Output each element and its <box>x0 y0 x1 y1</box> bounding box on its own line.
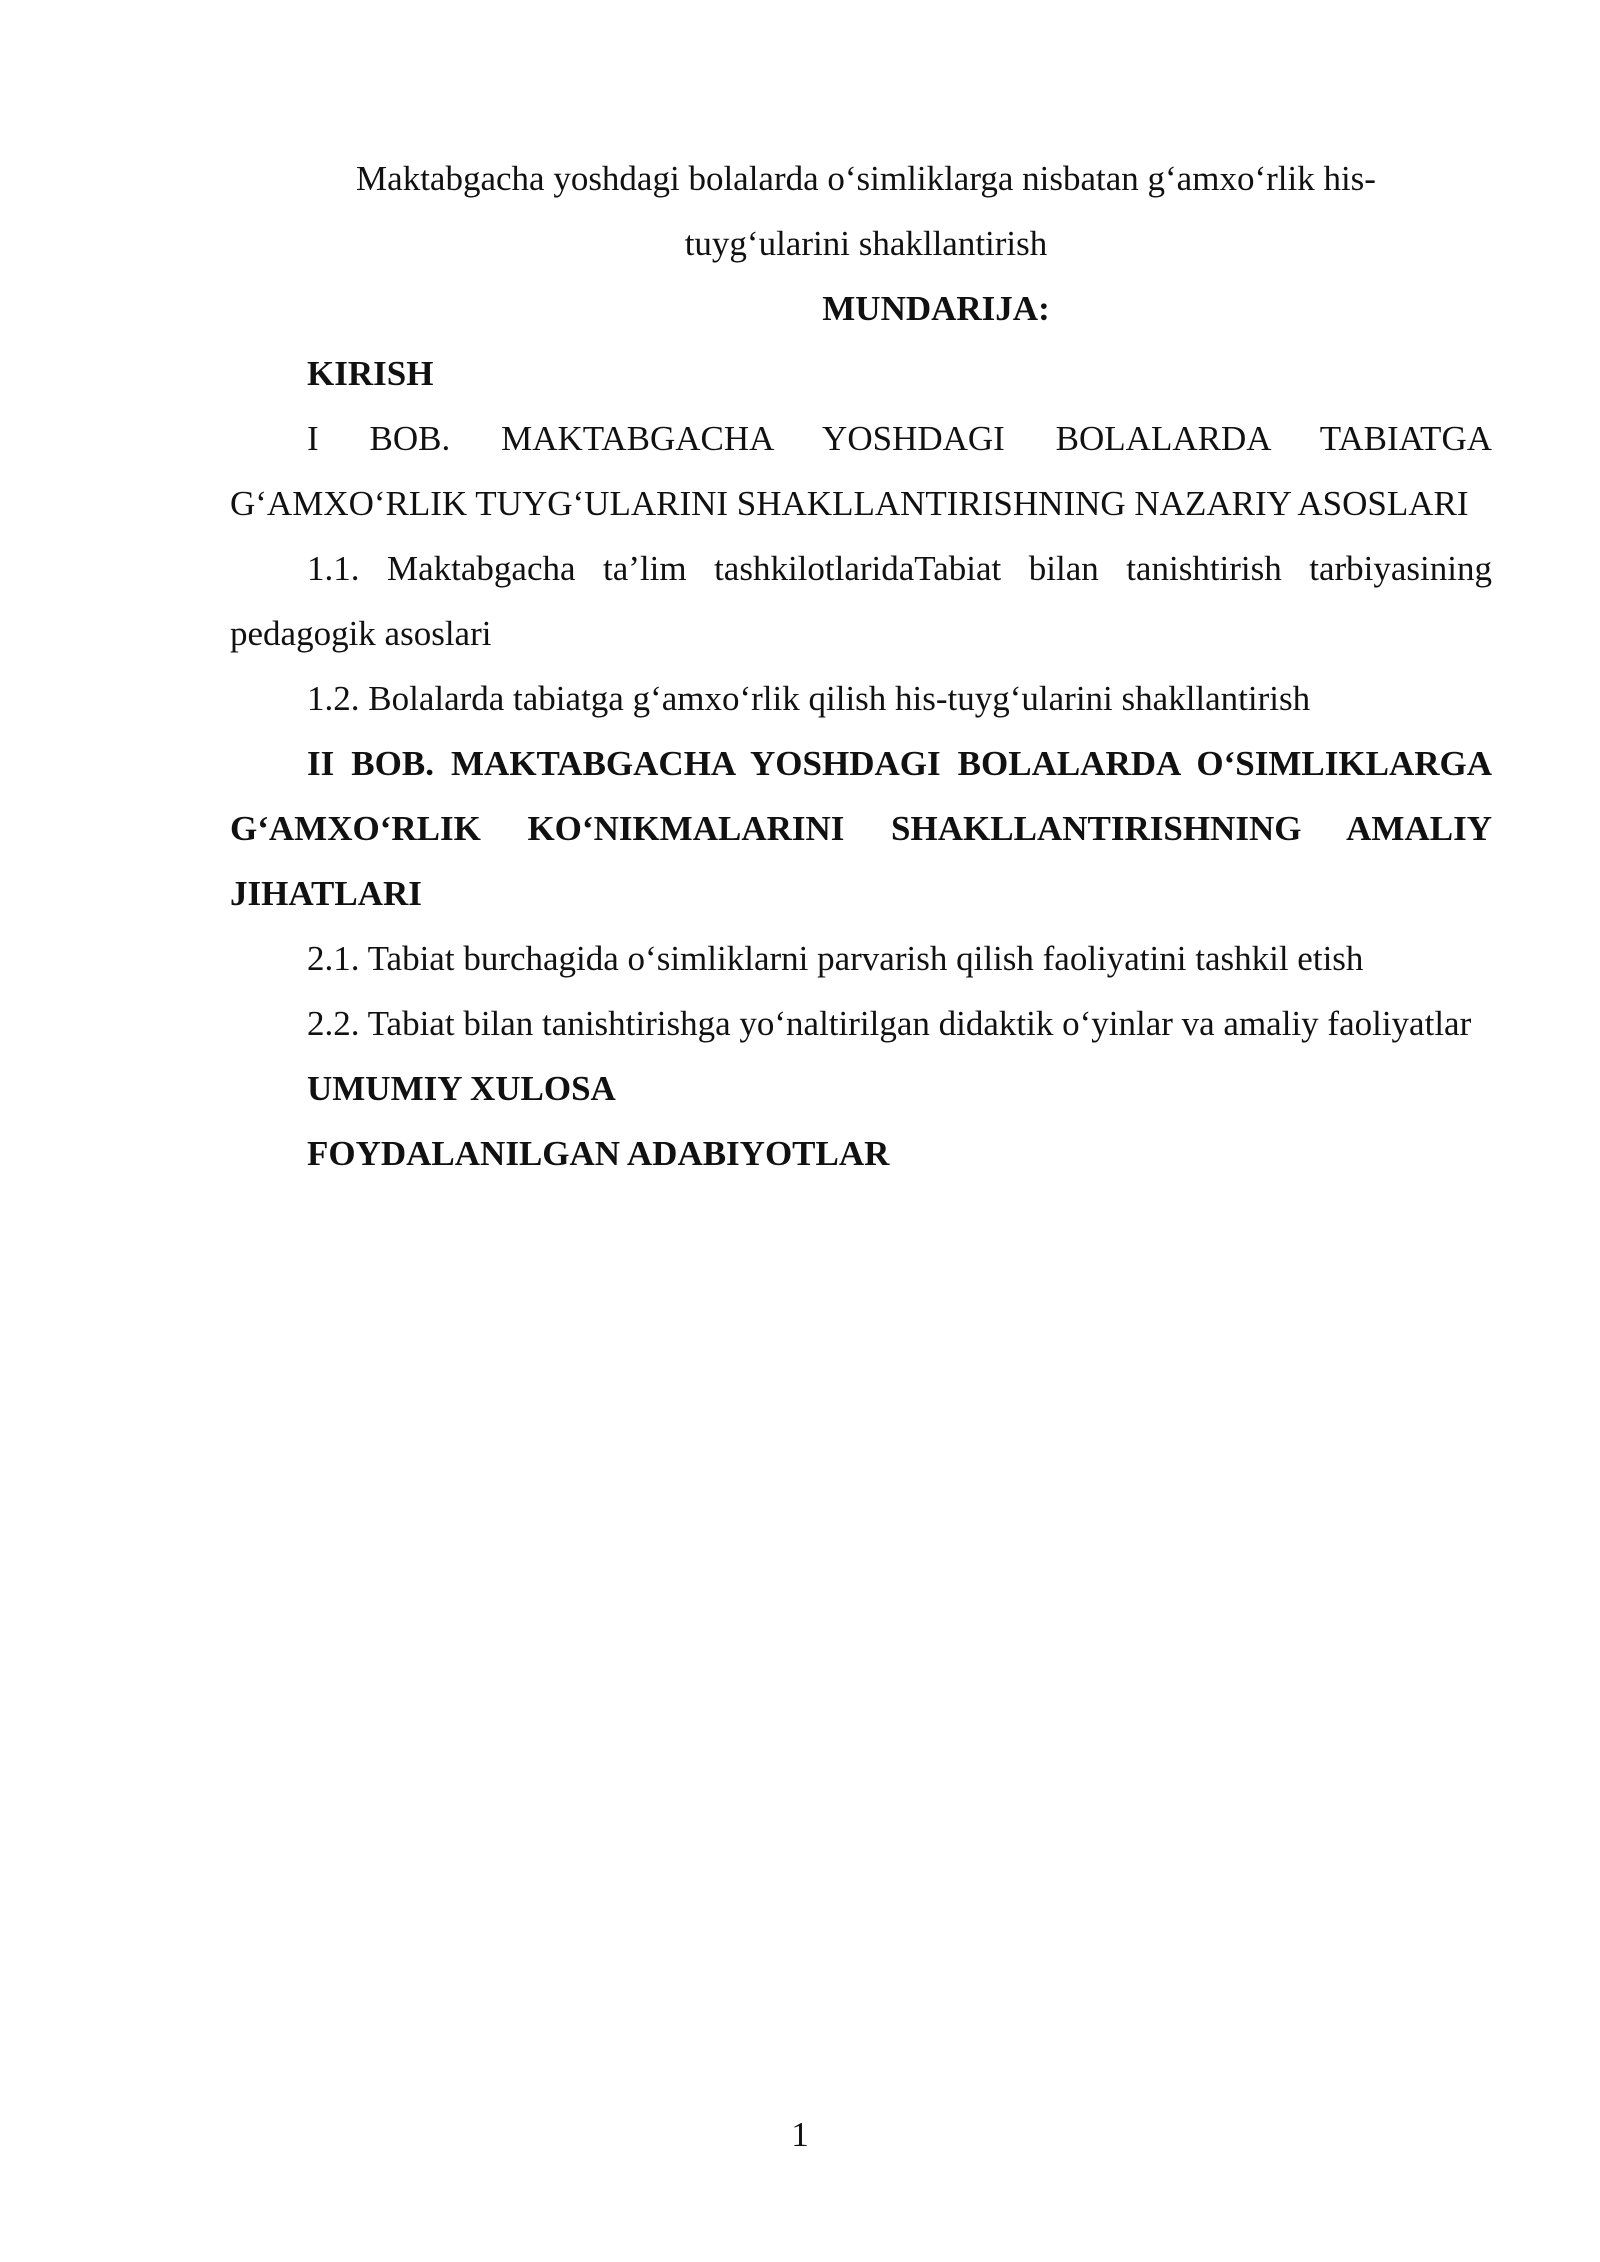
document-title-line-1: Maktabgacha yoshdagi bolalarda o‘simliklarga nisbatan g‘amxo‘rlik his- <box>356 159 1376 198</box>
toc-entry-section-1-1: 1.1. Maktabgacha ta’lim tashkilotlaridaTabiat bilan tanishtirish tarbiyasining pedagogik asoslari <box>230 549 1492 653</box>
page-content <box>230 146 1492 1186</box>
document-title <box>230 146 1492 276</box>
toc-entry-section-2-2: 2.2. Tabiat bilan tanishtirishga yo‘naltirilgan didaktik o‘yinlar va amaliy faoliyatlar <box>307 1004 1472 1043</box>
toc-entry-section-1-2: 1.2. Bolalarda tabiatga g‘amxo‘rlik qilish his-tuyg‘ularini shakllantirish <box>307 679 1311 718</box>
toc-entry-section-2-1: 2.1. Tabiat burchagida o‘simliklarni parvarish qilish faoliyatini tashkil etish <box>307 939 1364 978</box>
toc-entry-chapter-2: II BOB. MAKTABGACHA YOSHDAGI BOLALARDA O‘SIMLIKLARGA G‘AMXO‘RLIK KO‘NIKMALARINI SHAKLLANTIRISHNING AMALIY JIHATLARI <box>230 744 1492 913</box>
document-title-line-2: tuyg‘ularini shakllantirish <box>684 224 1048 263</box>
toc-entry-introduction: KIRISH <box>307 354 434 393</box>
page-number: 1 <box>791 2115 809 2154</box>
toc-entry-references: FOYDALANILGAN ADABIYOTLAR <box>307 1134 890 1173</box>
toc-entry-chapter-1: I BOB. MAKTABGACHA YOSHDAGI BOLALARDA TABIATGA G‘AMXO‘RLIK TUYG‘ULARINI SHAKLLANTIRISHNING NAZARIY ASOSLARI <box>230 419 1492 523</box>
toc-entry-conclusion: UMUMIY XULOSA <box>307 1069 616 1108</box>
toc-heading: MUNDARIJA: <box>822 289 1050 328</box>
